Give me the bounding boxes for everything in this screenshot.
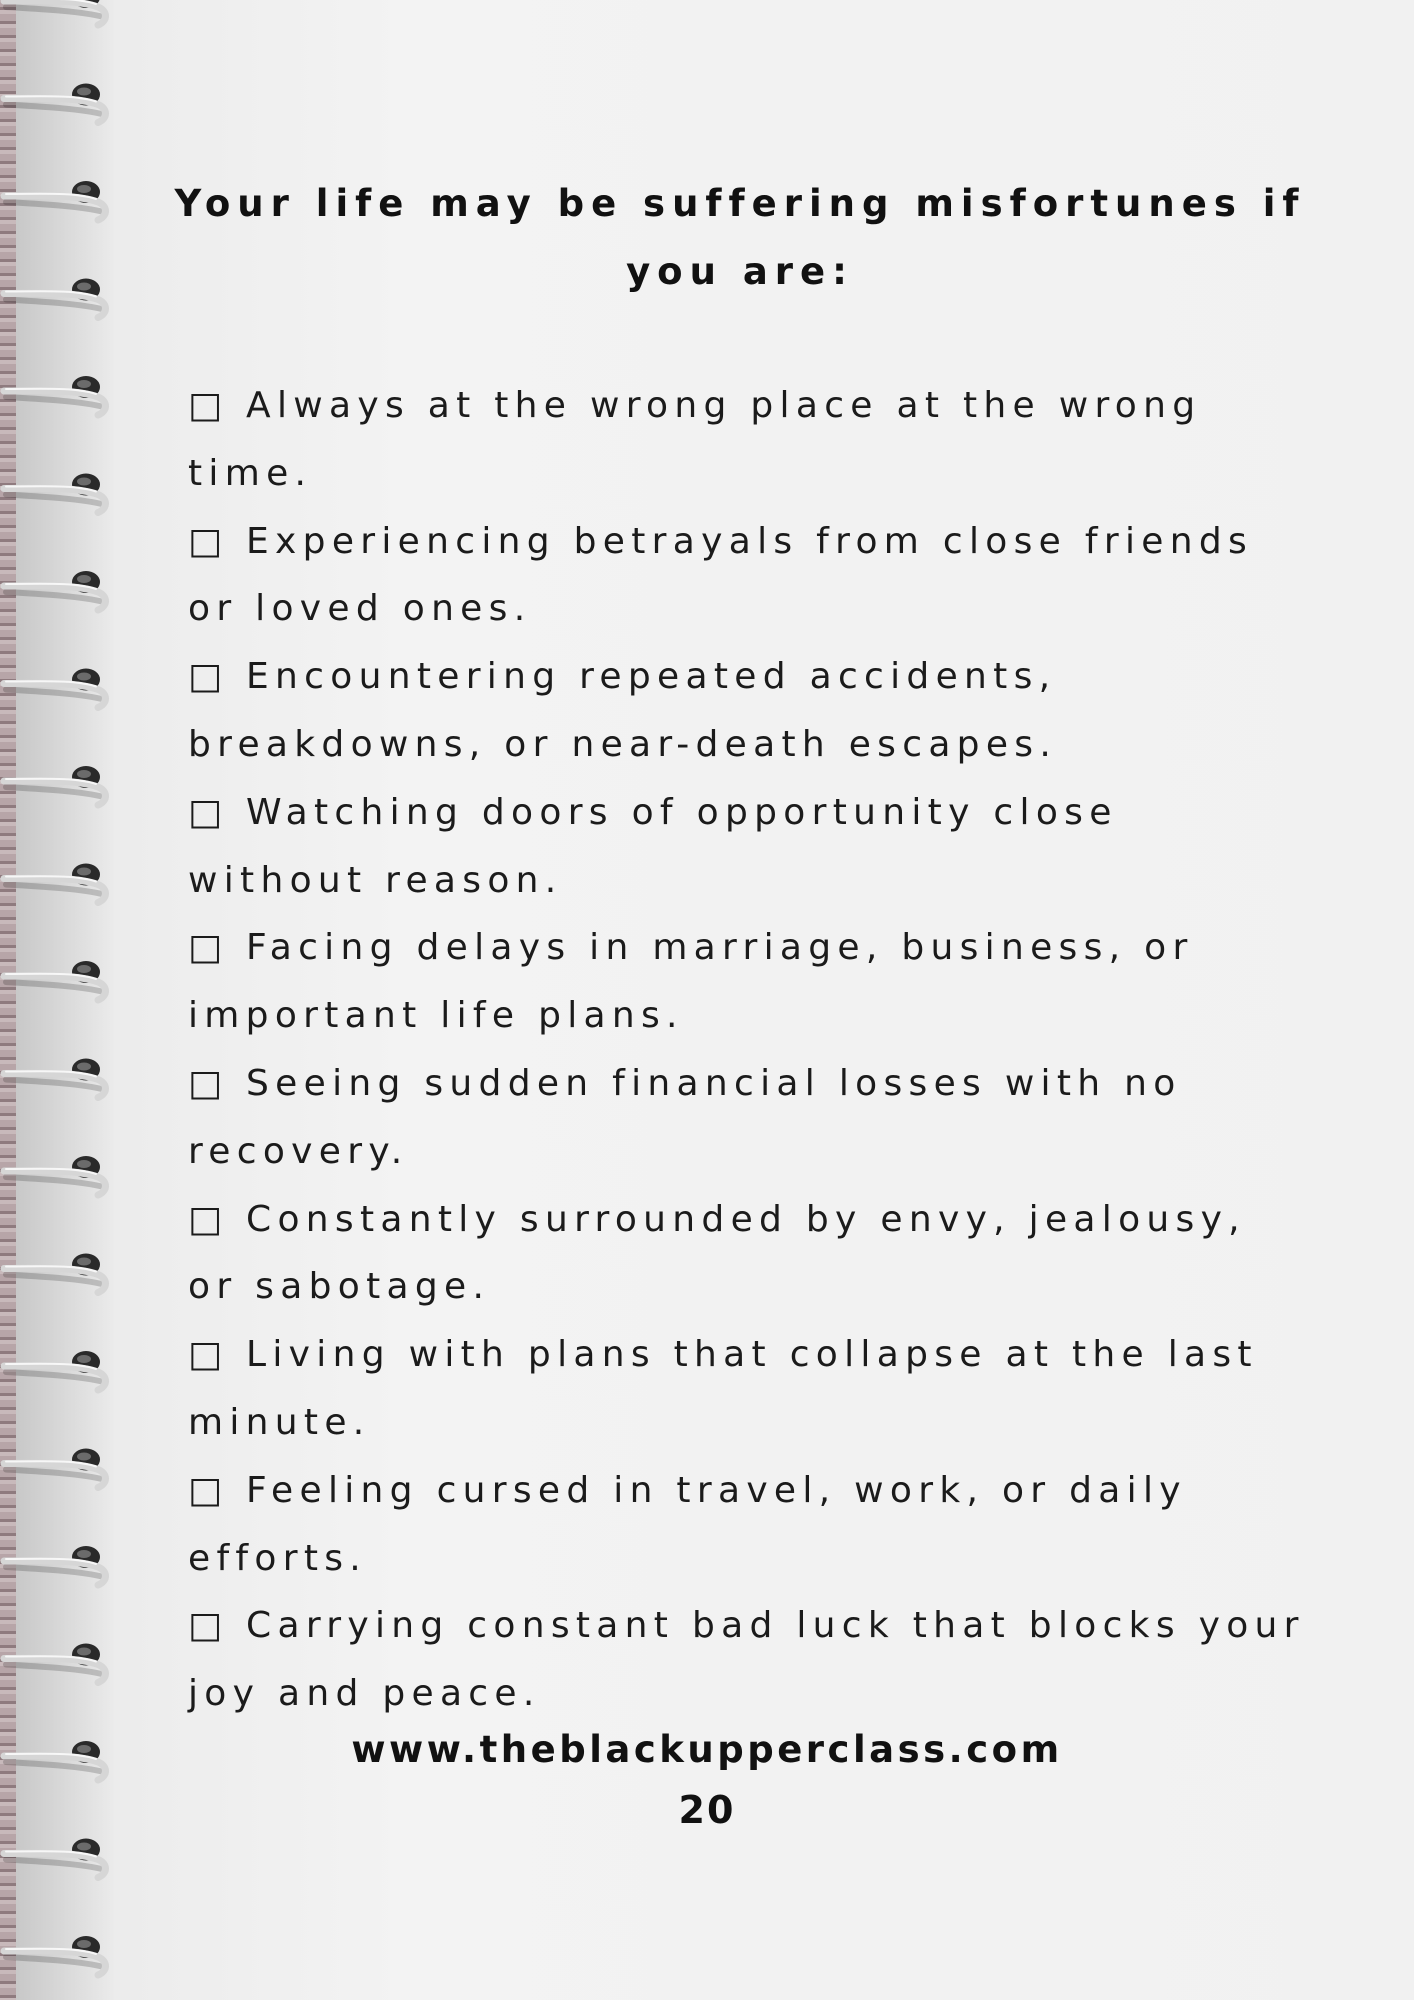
checklist-item (188, 1321, 1313, 1457)
checkbox-icon: □ (188, 1062, 223, 1104)
spiral-binding (0, 0, 130, 2000)
binding-ring (4, 1546, 106, 1585)
binding-ring (4, 1449, 106, 1488)
checklist-item-text: Carrying constant bad luck that blocks your joy and peace. (188, 1605, 1305, 1715)
checklist-item (188, 1592, 1313, 1728)
checkbox-icon: □ (188, 520, 223, 562)
checklist-item-text: Experiencing betrayals from close friends or loved ones. (188, 520, 1254, 630)
checkbox-icon: □ (188, 385, 223, 426)
checklist-item-text: Constantly surrounded by envy, jealousy, or sabotage. (188, 1198, 1246, 1308)
checkbox-icon: □ (188, 791, 223, 833)
binding-ring (4, 1839, 106, 1878)
binding-ring (4, 1254, 106, 1293)
binding-ring (4, 1644, 106, 1683)
checklist-item (188, 914, 1313, 1050)
checklist-item-text: Always at the wrong place at the wrong time. (188, 385, 1202, 494)
binding-ring (4, 766, 106, 805)
binding-ring (4, 864, 106, 903)
binding-ring (4, 669, 106, 708)
checklist-item (188, 508, 1313, 644)
binding-ring (4, 1351, 106, 1390)
checklist-item-text: Encountering repeated accidents, breakdowns, or near-death escapes. (188, 656, 1058, 765)
website-url: www.theblackupperclass.com (351, 1728, 1063, 1771)
binding-ring (4, 474, 106, 513)
page-number: 20 (678, 1788, 736, 1832)
binding-ring (4, 84, 106, 123)
binding-ring (4, 1936, 106, 1975)
checklist-item (188, 779, 1313, 915)
checklist-item-text: Living with plans that collapse at the last minute. (188, 1334, 1258, 1443)
checkbox-icon: □ (188, 656, 223, 698)
checkbox-icon: □ (188, 1469, 223, 1511)
checklist-item (188, 1457, 1313, 1593)
checklist-item-text: Feeling cursed in travel, work, or daily efforts. (188, 1469, 1187, 1579)
checkbox-icon: □ (188, 927, 223, 969)
binding-ring (4, 1059, 106, 1098)
misfortune-checklist (188, 372, 1313, 1728)
binding-ring (4, 376, 106, 415)
checklist-item (188, 372, 1313, 508)
binding-ring (4, 961, 106, 1000)
page-heading: Your life may be suffering misfortunes if you are: (174, 182, 1306, 293)
checkbox-icon: □ (188, 1334, 223, 1376)
binding-ring (4, 1156, 106, 1195)
checklist-item-text: Watching doors of opportunity close without reason. (188, 791, 1118, 901)
checklist-item (188, 1050, 1313, 1186)
checklist-item (188, 643, 1313, 779)
binding-ring (4, 279, 106, 318)
checklist-item (188, 1186, 1313, 1322)
binding-ring (4, 181, 106, 220)
checklist-item-text: Seeing sudden financial losses with no recovery. (188, 1062, 1182, 1172)
binding-ring (4, 0, 106, 25)
checkbox-icon: □ (188, 1605, 223, 1647)
binding-ring (4, 571, 106, 610)
checklist-item-text: Facing delays in marriage, business, or important life plans. (188, 927, 1194, 1037)
checkbox-icon: □ (188, 1198, 223, 1240)
